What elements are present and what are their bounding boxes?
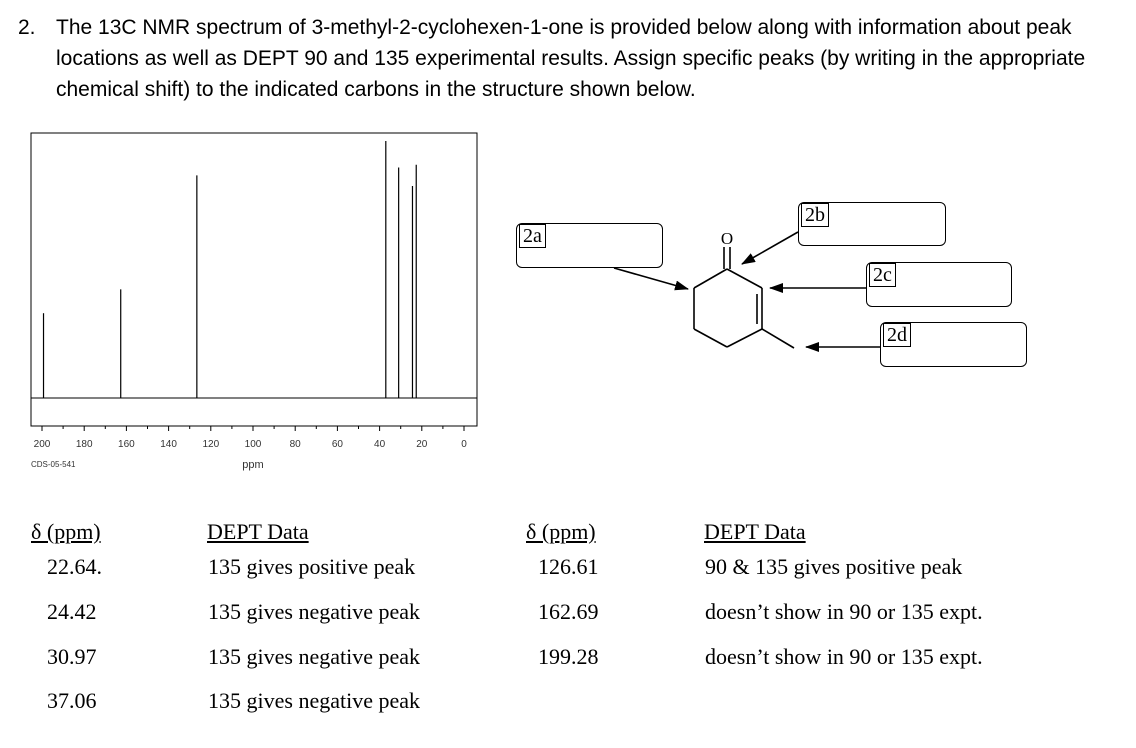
right-dept-2: doesn’t show in 90 or 135 expt. [705, 599, 983, 624]
answer-label-2c: 2c [869, 263, 896, 287]
left-dept-3: 135 gives negative peak [208, 644, 420, 669]
left-dept-header: DEPT Data [207, 519, 309, 544]
answer-box-2a[interactable] [516, 223, 663, 268]
left-dept-4: 135 gives negative peak [208, 688, 420, 713]
left-shift-3: 30.97 [47, 644, 97, 669]
left-shift-4: 37.06 [47, 688, 97, 713]
x-axis-ticks [34, 426, 468, 450]
x-tick-label: 140 [160, 439, 177, 450]
x-tick-label: 40 [374, 439, 386, 450]
answer-label-2d: 2d [883, 323, 911, 347]
spectrum-plot [31, 133, 477, 471]
spectrum-frame [31, 133, 477, 426]
x-tick-label: 20 [416, 439, 428, 450]
right-dept-3: doesn’t show in 90 or 135 expt. [705, 644, 983, 669]
left-dept-2: 135 gives negative peak [208, 599, 420, 624]
question-text: The 13C NMR spectrum of 3-methyl-2-cyclohexen-1-one is provided below along with information about peak locations as well as DEPT 90 and 135 experimental results. Assign specific peaks (by writing in the appropriate chemical shift) to the indicated carbons in the structure shown below. [56, 16, 1086, 101]
left-dept-1: 135 gives positive peak [208, 554, 416, 579]
answer-label-2b: 2b [801, 203, 829, 227]
answer-box-2b[interactable] [798, 202, 946, 246]
arrow-2b [742, 232, 798, 264]
x-tick-label: 180 [75, 439, 93, 450]
x-axis-label: ppm [242, 459, 264, 471]
x-tick-label: 60 [331, 439, 343, 450]
right-shift-header: δ (ppm) [526, 519, 596, 544]
answer-label-2a: 2a [519, 224, 546, 248]
right-dept-1: 90 & 135 gives positive peak [705, 554, 963, 579]
x-tick-label: 100 [244, 439, 262, 450]
answer-box-2c[interactable] [866, 262, 1012, 307]
x-tick-label: 120 [202, 439, 220, 450]
oxygen-label: O [720, 229, 734, 248]
right-shift-1: 126.61 [538, 554, 599, 579]
left-shift-1: 22.64. [47, 554, 102, 579]
x-tick-label: 160 [118, 439, 135, 450]
sample-code: CDS-05-541 [31, 460, 76, 469]
x-tick-label: 200 [33, 439, 51, 450]
right-shift-2: 162.69 [538, 599, 599, 624]
right-dept-header: DEPT Data [704, 519, 806, 544]
answer-box-2d[interactable] [880, 322, 1027, 367]
x-tick-label: 80 [289, 439, 301, 450]
left-shift-header: δ (ppm) [31, 519, 101, 544]
arrow-2a [614, 268, 688, 289]
left-shift-2: 24.42 [47, 599, 97, 624]
question-number: 2. [18, 16, 36, 39]
x-tick-label: 0 [461, 439, 467, 450]
spectrum-peaks [44, 141, 417, 398]
right-shift-3: 199.28 [538, 644, 599, 669]
